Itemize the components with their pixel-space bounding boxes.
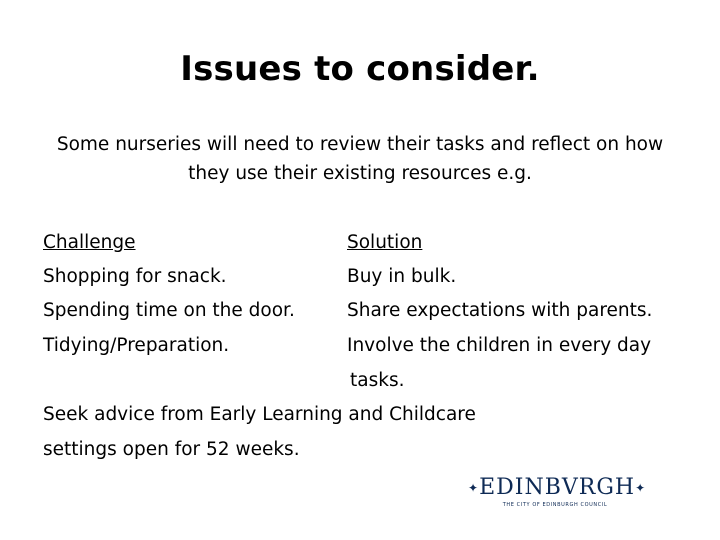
intro-text: Some nurseries will need to review their tasks and reflect on how they use their existing resources e.g. xyxy=(56,134,664,184)
logo-star-icon: ✦ xyxy=(468,481,480,495)
advice-line: Seek advice from Early Learning and Childcare xyxy=(43,404,476,425)
solution-header: Solution xyxy=(347,232,423,253)
logo-subtitle: THE CITY OF EDINBURGH COUNCIL xyxy=(502,502,608,508)
edinburgh-council-logo xyxy=(468,474,647,514)
challenge-header: Challenge xyxy=(43,232,136,253)
challenge-item: Spending time on the door. xyxy=(43,300,295,321)
solution-item: Share expectations with parents. xyxy=(347,300,653,321)
slide-title: Issues to consider. xyxy=(180,49,540,89)
solution-item: Buy in bulk. xyxy=(347,266,457,287)
challenge-item: Shopping for snack. xyxy=(43,266,227,287)
logo-wordmark: ✦EDINBVRGH✦ xyxy=(468,475,647,500)
advice-line: settings open for 52 weeks. xyxy=(43,439,300,460)
solution-item-continuation: tasks. xyxy=(350,370,405,391)
logo-star-icon: ✦ xyxy=(635,481,647,495)
solution-item: Involve the children in every day xyxy=(347,335,652,356)
challenge-item: Tidying/Preparation. xyxy=(43,335,230,356)
